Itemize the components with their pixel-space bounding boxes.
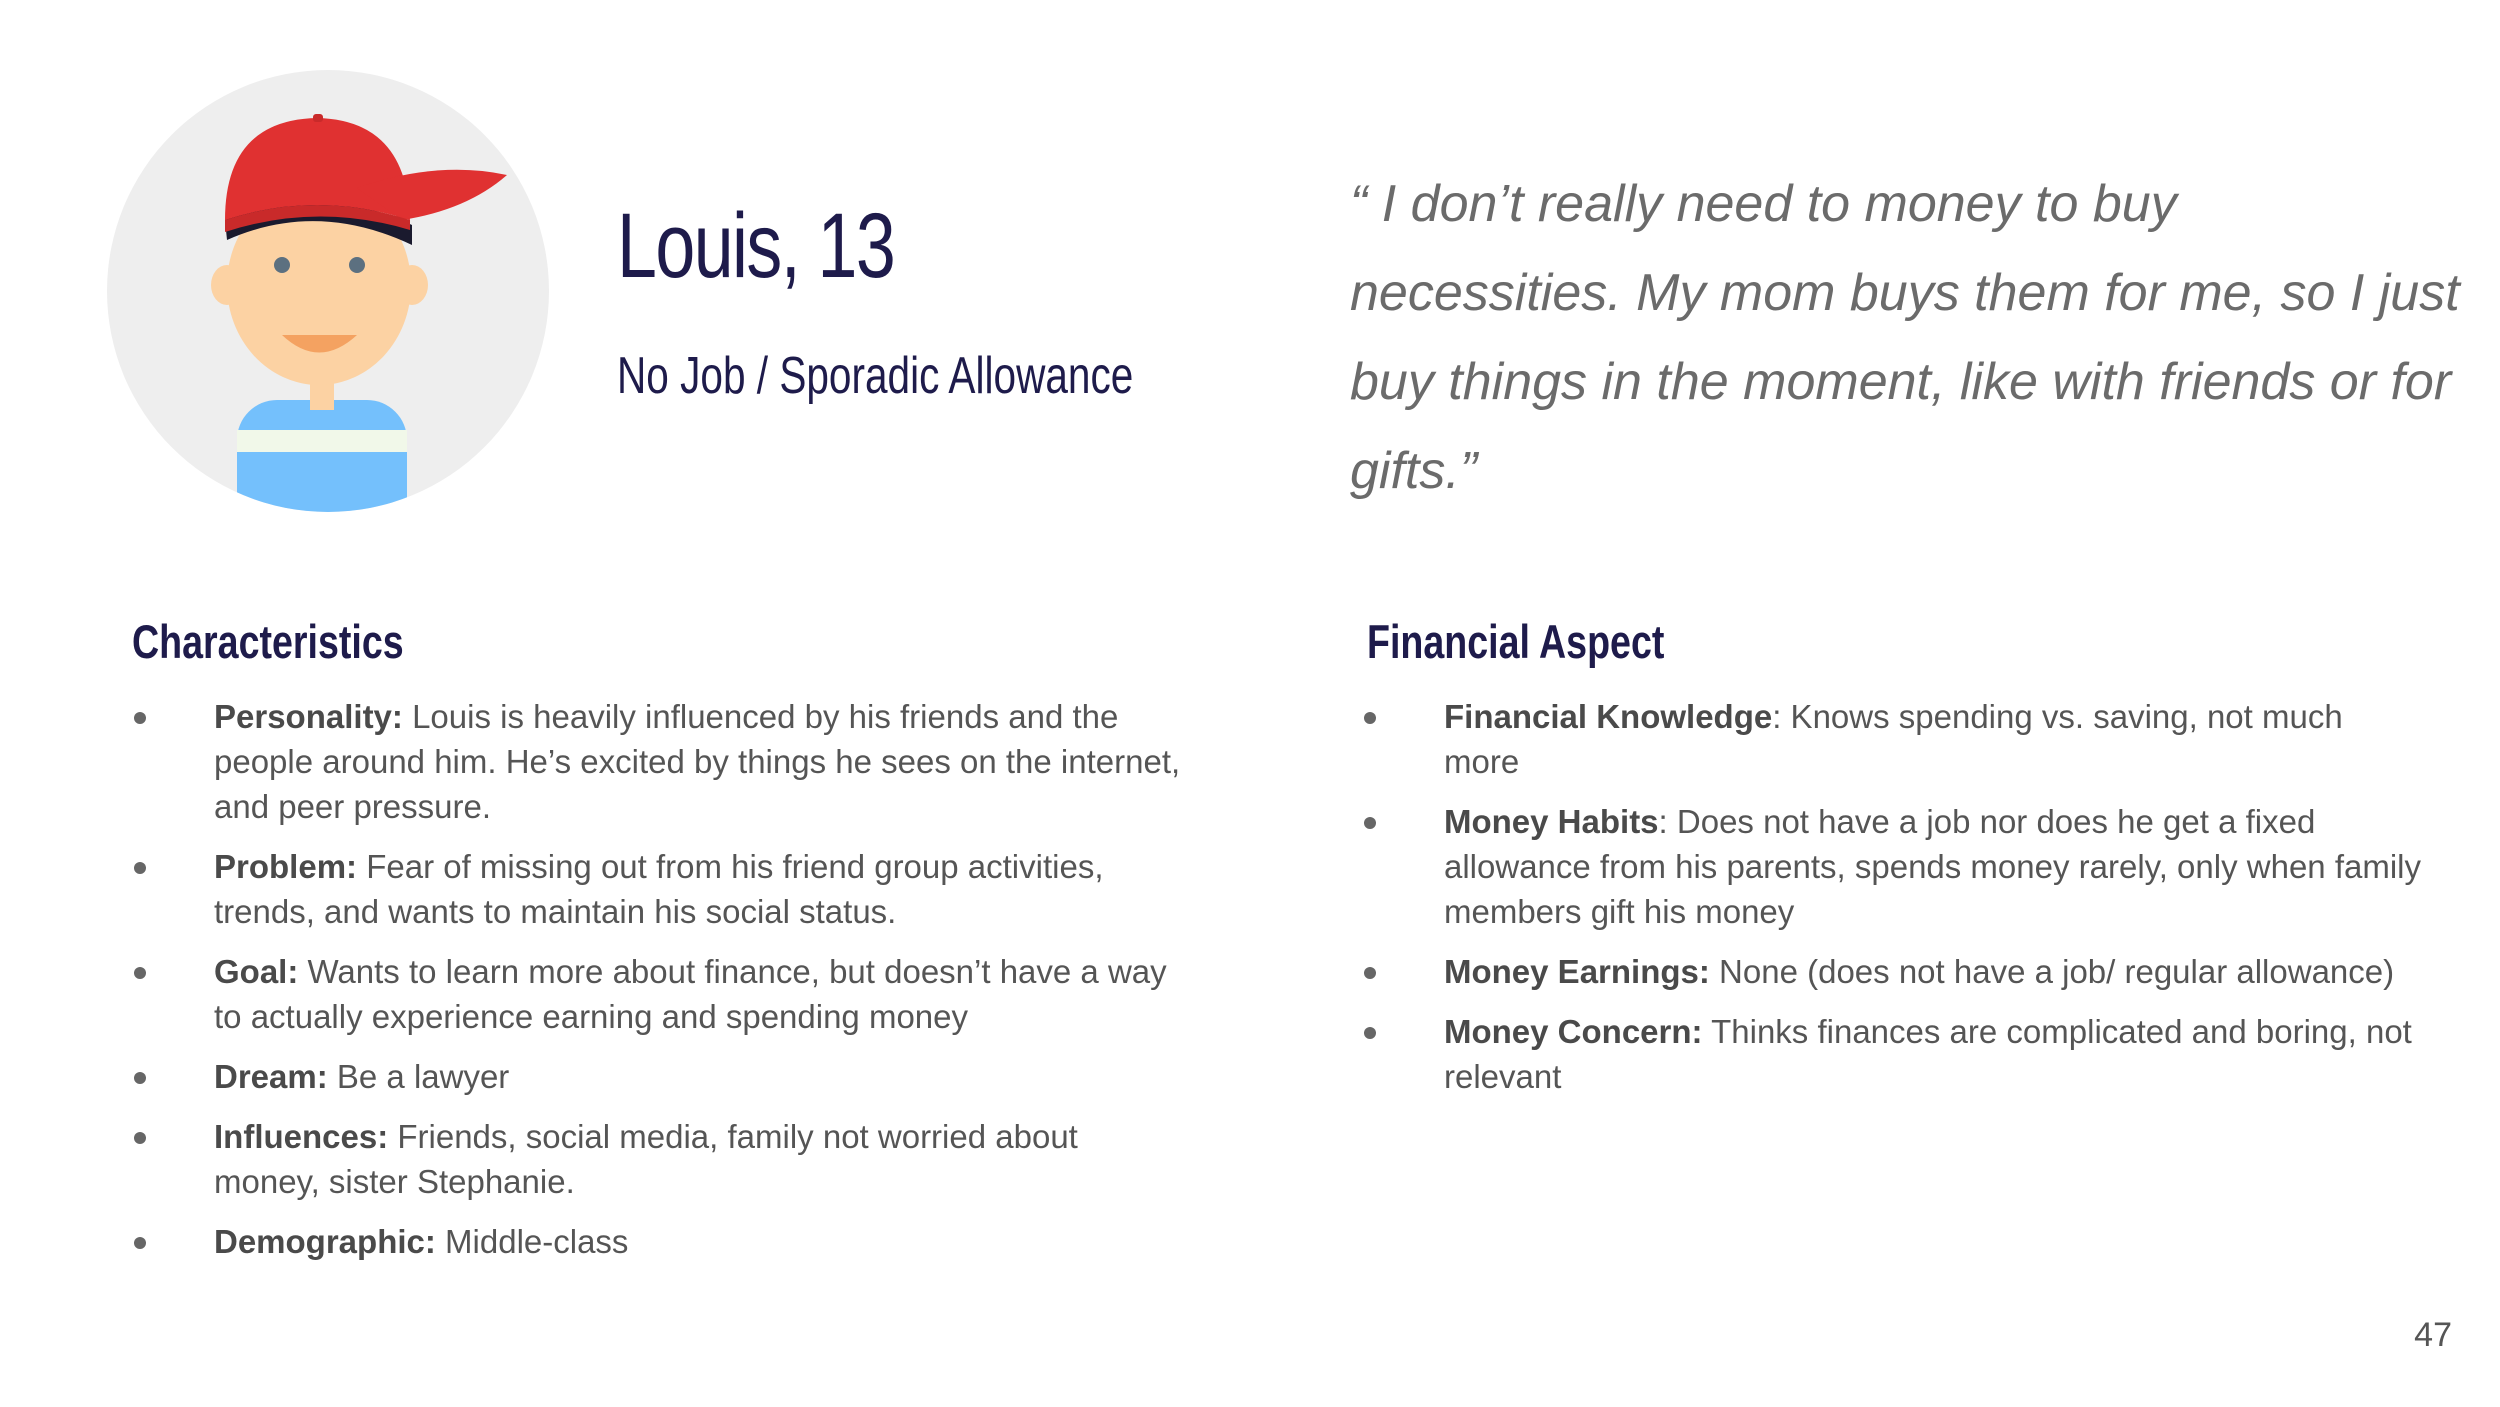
list-item (132, 694, 1192, 829)
list-item (132, 1054, 1192, 1099)
bullet-icon (1364, 712, 1376, 724)
item-label: Goal: (214, 953, 299, 990)
page-number: 47 (2414, 1316, 2452, 1354)
item-text: Friends, social media, family not worried about money, sister Stephanie. (214, 1118, 1078, 1200)
list-item (1362, 1009, 2422, 1099)
list-item (1362, 949, 2422, 994)
characteristics-list (132, 694, 1192, 1279)
persona-avatar (107, 70, 549, 512)
list-item (132, 1114, 1192, 1204)
bullet-icon (134, 1237, 146, 1249)
bullet-icon (1364, 1027, 1376, 1039)
bullet-icon (134, 1072, 146, 1084)
item-text: : Does not have a job nor does he get a fixed allowance from his parents, spends money rarely, only when family members gift his money (1444, 803, 2421, 930)
persona-name: Louis, 13 (617, 195, 895, 297)
item-label: Influences: (214, 1118, 389, 1155)
list-item (132, 844, 1192, 934)
item-label: Money Habits (1444, 803, 1659, 840)
item-label: Dream: (214, 1058, 328, 1095)
item-text: Fear of missing out from his friend group activities, trends, and wants to maintain his social status. (214, 848, 1104, 930)
item-label: Personality: (214, 698, 403, 735)
item-label: Demographic: (214, 1223, 436, 1260)
item-label: Money Earnings: (1444, 953, 1710, 990)
item-label: Financial Knowledge (1444, 698, 1773, 735)
bullet-icon (134, 862, 146, 874)
list-item (1362, 694, 2422, 784)
item-text: None (does not have a job/ regular allowance) (1709, 953, 2395, 990)
bullet-icon (1364, 967, 1376, 979)
persona-subtitle: No Job / Sporadic Allowance (617, 347, 1134, 405)
list-item (132, 1219, 1192, 1264)
boy-with-red-cap-avatar-icon (107, 70, 549, 512)
item-text: : Knows spending vs. saving, not much more (1444, 698, 2343, 780)
item-label: Problem: (214, 848, 358, 885)
item-text: Be a lawyer (327, 1058, 510, 1095)
bullet-icon (134, 712, 146, 724)
list-item (1362, 799, 2422, 934)
financial-aspect-list (1362, 694, 2422, 1114)
list-item (132, 949, 1192, 1039)
bullet-icon (134, 967, 146, 979)
item-text: Wants to learn more about finance, but doesn’t have a way to actually experience earning and spending money (214, 953, 1167, 1035)
characteristics-heading: Characteristics (132, 615, 404, 668)
financial-aspect-heading: Financial Aspect (1367, 615, 1665, 668)
item-label: Money Concern: (1444, 1013, 1703, 1050)
bullet-icon (1364, 817, 1376, 829)
item-text: Louis is heavily influenced by his friends and the people around him. He’s excited by things he sees on the internet, and peer pressure. (214, 698, 1181, 825)
bullet-icon (134, 1132, 146, 1144)
persona-quote: “ I don’t really need to money to buy necessities. My mom buys them for me, so I just buy things in the moment, like with friends or for gifts.” (1350, 175, 2460, 500)
item-text: Thinks finances are complicated and boring, not relevant (1444, 1013, 2412, 1095)
item-text: Middle-class (435, 1223, 629, 1260)
